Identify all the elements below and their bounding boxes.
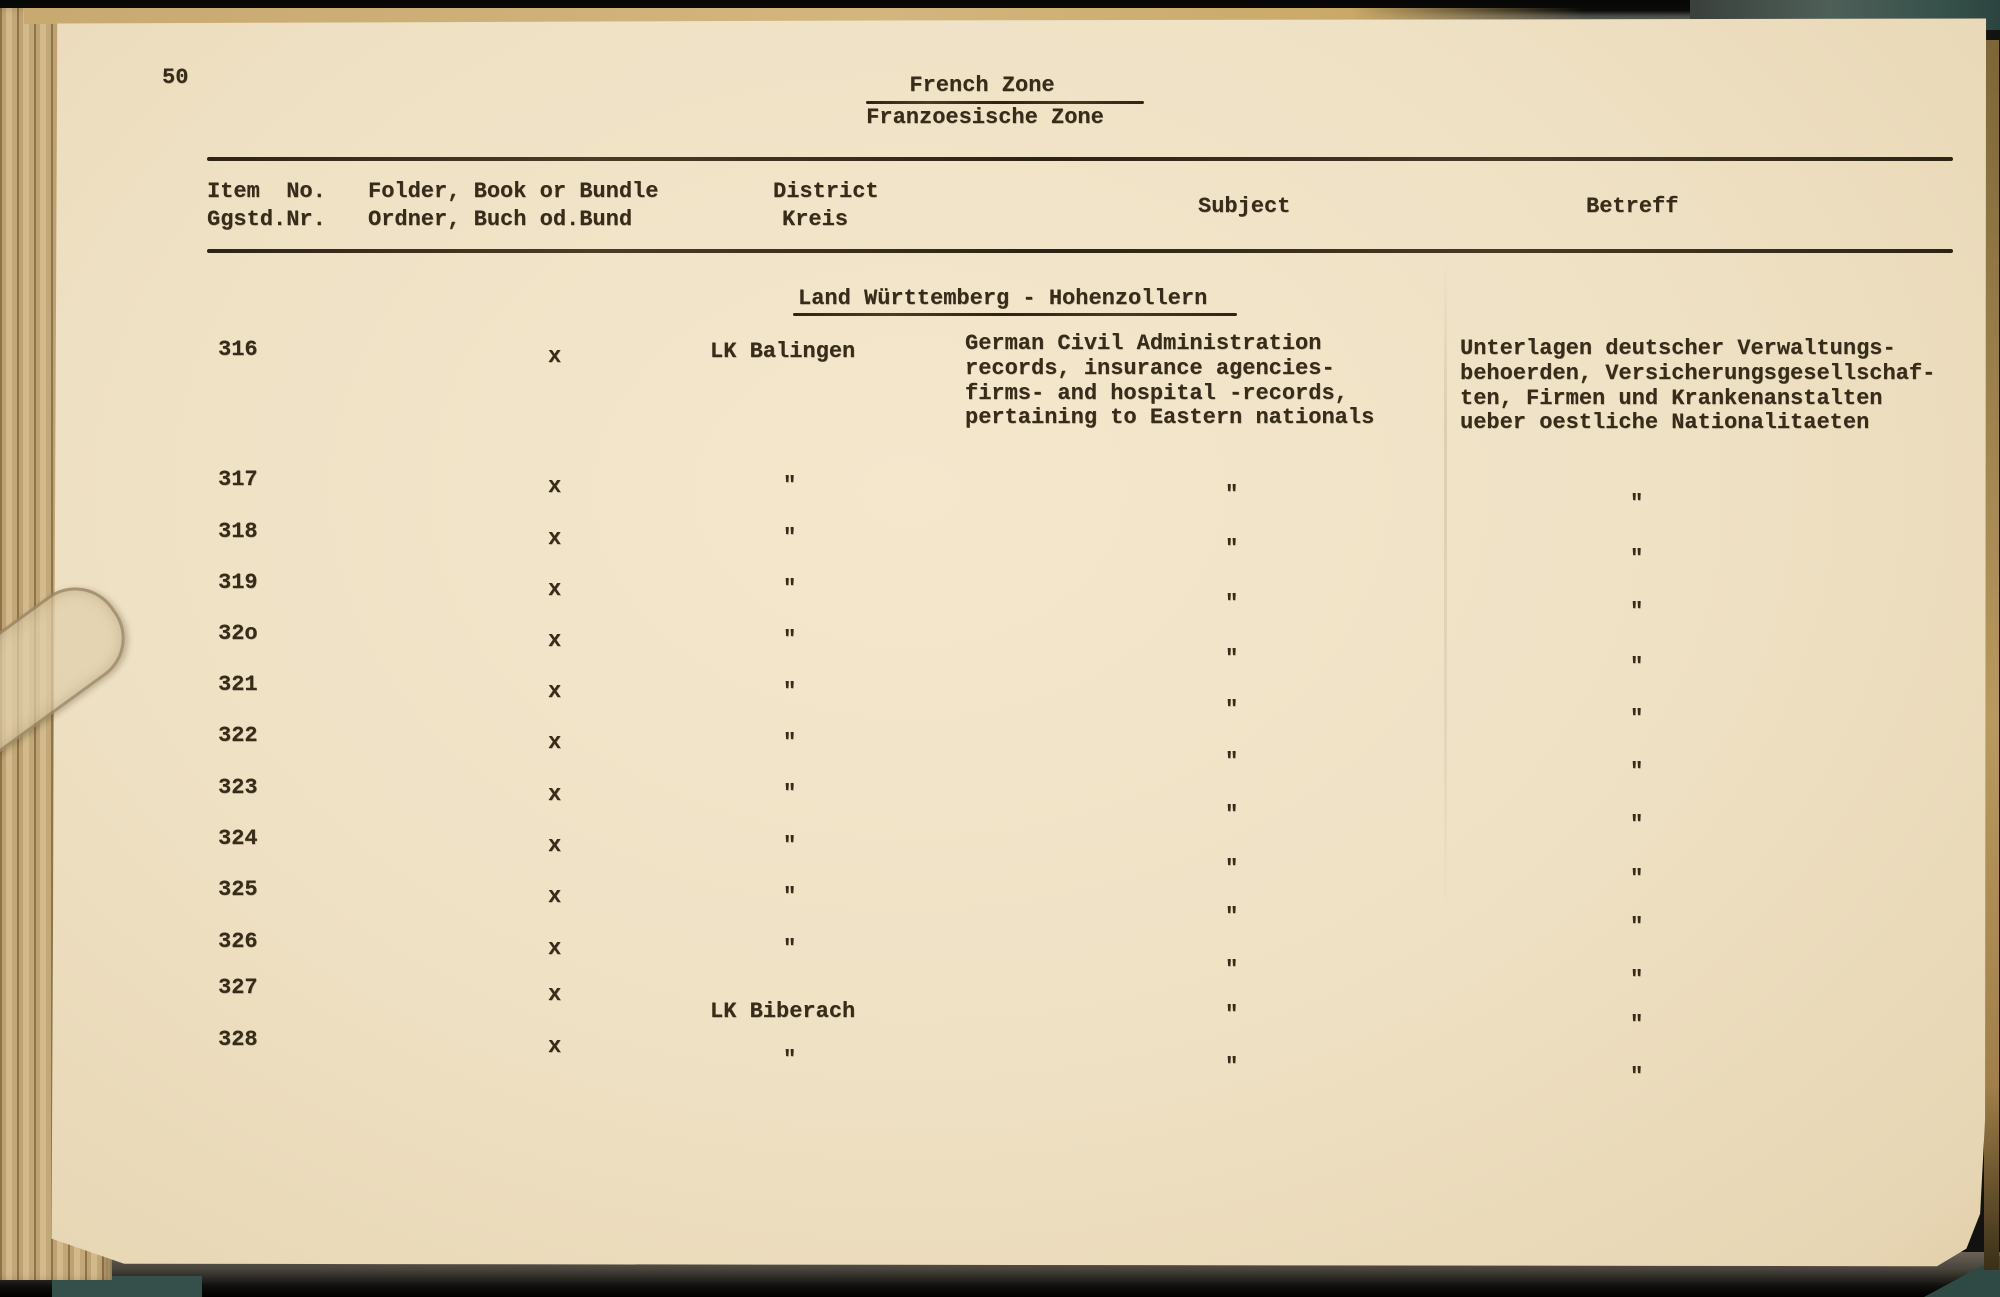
header-rule-top bbox=[207, 157, 1953, 161]
betreff-cell: " bbox=[1630, 866, 1644, 891]
district-cell: LK Biberach bbox=[710, 999, 856, 1024]
folder-mark: x bbox=[548, 730, 562, 755]
item-number: 316 bbox=[218, 337, 258, 362]
section-heading: Land Württemberg - Hohenzollern bbox=[798, 286, 1208, 311]
item-number: 328 bbox=[218, 1027, 258, 1052]
folder-mark: x bbox=[548, 474, 562, 499]
district-cell: " bbox=[783, 781, 797, 806]
district-cell: LK Balingen bbox=[710, 339, 856, 364]
betreff-cell: " bbox=[1630, 967, 1644, 992]
zone-title-de: Franzoesische Zone bbox=[866, 105, 1104, 130]
subject-cell: " bbox=[1225, 1054, 1239, 1079]
item-number: 325 bbox=[218, 877, 258, 902]
betreff-cell bbox=[1460, 337, 1935, 436]
item-number: 32o bbox=[218, 621, 258, 646]
betreff-cell: " bbox=[1630, 812, 1644, 837]
subject-cell-line: German Civil Administration bbox=[965, 331, 1322, 356]
subject-cell-line: records, insurance agencies- bbox=[965, 355, 1335, 381]
zone-title-en: French Zone bbox=[909, 73, 1055, 98]
item-number: 318 bbox=[218, 519, 258, 544]
col-header-item-de: Ggstd.Nr. bbox=[207, 207, 326, 232]
page-number: 50 bbox=[162, 65, 189, 90]
folder-mark: x bbox=[548, 1034, 562, 1059]
subject-cell-line: firms- and hospital -records, bbox=[965, 380, 1348, 406]
folder-mark: x bbox=[548, 344, 562, 369]
item-number: 317 bbox=[218, 467, 258, 492]
betreff-cell: " bbox=[1630, 599, 1644, 624]
district-cell: " bbox=[783, 884, 797, 909]
district-cell: " bbox=[783, 473, 797, 498]
subject-cell: " bbox=[1225, 1002, 1239, 1027]
title-underline bbox=[866, 101, 1144, 104]
folder-mark: x bbox=[548, 884, 562, 909]
item-number: 323 bbox=[218, 775, 258, 800]
subject-cell: " bbox=[1225, 591, 1239, 616]
betreff-cell: " bbox=[1630, 1012, 1644, 1037]
subject-cell: " bbox=[1225, 957, 1239, 982]
district-cell: " bbox=[783, 936, 797, 961]
subject-cell: " bbox=[1225, 904, 1239, 929]
district-cell: " bbox=[783, 576, 797, 601]
item-number: 319 bbox=[218, 570, 258, 595]
district-cell: " bbox=[783, 679, 797, 704]
folder-mark: x bbox=[548, 628, 562, 653]
betreff-cell: " bbox=[1630, 491, 1644, 516]
item-number: 322 bbox=[218, 723, 258, 748]
header-rule-bottom bbox=[207, 249, 1953, 253]
district-cell: " bbox=[783, 525, 797, 550]
district-cell: " bbox=[783, 730, 797, 755]
section-heading-underline bbox=[793, 313, 1237, 316]
subject-cell: " bbox=[1225, 749, 1239, 774]
subject-cell: " bbox=[1225, 802, 1239, 827]
col-header-betreff: Betreff bbox=[1586, 194, 1679, 219]
subject-cell: " bbox=[1225, 482, 1239, 507]
district-cell: " bbox=[783, 627, 797, 652]
subject-cell: " bbox=[1225, 536, 1239, 561]
page-crease bbox=[1444, 255, 1447, 925]
folder-mark: x bbox=[548, 782, 562, 807]
subject-cell: " bbox=[1225, 697, 1239, 722]
folder-mark: x bbox=[548, 679, 562, 704]
betreff-cell: " bbox=[1630, 546, 1644, 571]
betreff-cell: " bbox=[1630, 759, 1644, 784]
item-number: 326 bbox=[218, 929, 258, 954]
district-cell: " bbox=[783, 1047, 797, 1072]
folder-mark: x bbox=[548, 833, 562, 858]
folder-mark: x bbox=[548, 577, 562, 602]
item-number: 324 bbox=[218, 826, 258, 851]
col-header-district-en: District bbox=[773, 179, 879, 204]
district-cell: " bbox=[783, 833, 797, 858]
betreff-cell-line: behoerden, Versicherungsgesellschaf- bbox=[1460, 360, 1936, 386]
col-header-folder-de: Ordner, Buch od.Bund bbox=[368, 207, 633, 232]
betreff-cell-line: ueber oestliche Nationalitaeten bbox=[1460, 410, 1870, 436]
col-header-folder-en: Folder, Book or Bundle bbox=[368, 179, 659, 204]
betreff-cell: " bbox=[1630, 1064, 1644, 1089]
betreff-cell: " bbox=[1630, 914, 1644, 939]
col-header-district-de: Kreis bbox=[782, 207, 849, 232]
betreff-cell: " bbox=[1630, 706, 1644, 731]
col-header-subject: Subject bbox=[1198, 194, 1291, 219]
subject-cell: " bbox=[1225, 856, 1239, 881]
folder-mark: x bbox=[548, 936, 562, 961]
item-number: 321 bbox=[218, 672, 258, 697]
folder-mark: x bbox=[548, 526, 562, 551]
betreff-cell-line: ten, Firmen und Krankenanstalten bbox=[1460, 385, 1883, 411]
subject-cell bbox=[965, 332, 1374, 431]
item-number: 327 bbox=[218, 975, 258, 1000]
col-header-item-en: Item No. bbox=[207, 179, 326, 204]
underpage-right-edge bbox=[1984, 40, 1999, 1270]
subject-cell-line: pertaining to Eastern nationals bbox=[965, 405, 1375, 431]
folder-mark: x bbox=[548, 982, 562, 1007]
betreff-cell-line: Unterlagen deutscher Verwaltungs- bbox=[1460, 336, 1896, 361]
subject-cell: " bbox=[1225, 646, 1239, 671]
betreff-cell: " bbox=[1630, 654, 1644, 679]
